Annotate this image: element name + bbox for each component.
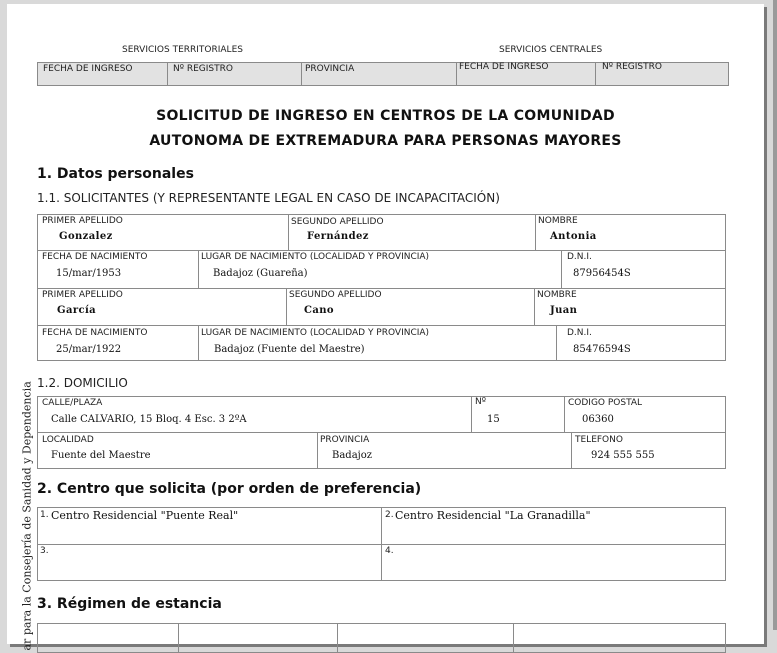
person2-segundo-apellido[interactable]: Cano xyxy=(304,305,334,316)
label-localidad: LOCALIDAD xyxy=(42,435,94,445)
domicilio-codigo-postal[interactable]: 06360 xyxy=(582,414,614,425)
label-segundo-apellido: SEGUNDO APELLIDO xyxy=(291,217,384,227)
regimen-box xyxy=(37,623,726,653)
person2-fecha-nacimiento[interactable]: 25/mar/1922 xyxy=(56,344,122,355)
document-title-line2: AUTONOMA DE EXTREMADURA PARA PERSONAS MAYORES xyxy=(149,133,622,149)
domicilio-calle[interactable]: Calle CALVARIO, 15 Bloq. 4 Esc. 3 2ºA xyxy=(51,414,247,425)
domicilio-numero[interactable]: 15 xyxy=(487,414,500,425)
label-calle: CALLE/PLAZA xyxy=(42,398,103,408)
reg-numero-1: Nº REGISTRO xyxy=(173,64,233,74)
reg-fecha-ingreso-1: FECHA DE INGRESO xyxy=(43,64,133,74)
reg-numero-2: Nº REGISTRO xyxy=(602,62,662,72)
centro4-number: 4. xyxy=(385,546,394,556)
domicilio-subheading: 1.2. DOMICILIO xyxy=(37,376,128,390)
section2-heading: 2. Centro que solicita (por orden de preferencia) xyxy=(37,481,422,497)
label-lugar-nacimiento-2: LUGAR DE NACIMIENTO (LOCALIDAD Y PROVINCIA) xyxy=(201,328,430,338)
document-title-line1: SOLICITUD DE INGRESO EN CENTROS DE LA COMUNIDAD xyxy=(156,108,615,124)
label-primer-apellido: PRIMER APELLIDO xyxy=(42,216,123,226)
label-provincia: PROVINCIA xyxy=(320,435,370,445)
person2-nombre[interactable]: Juan xyxy=(550,305,578,316)
label-numero: Nº xyxy=(475,397,486,407)
person1-fecha-nacimiento[interactable]: 15/mar/1953 xyxy=(56,268,122,279)
label-dni: D.N.I. xyxy=(567,252,592,262)
label-segundo-apellido-2: SEGUNDO APELLIDO xyxy=(289,290,382,300)
centro1-value[interactable]: Centro Residencial "Puente Real" xyxy=(51,509,239,522)
label-nombre: NOMBRE xyxy=(538,216,578,226)
person2-dni[interactable]: 85476594S xyxy=(573,344,631,355)
section1-heading: 1. Datos personales xyxy=(37,166,194,182)
label-nombre-2: NOMBRE xyxy=(537,290,577,300)
scrollbar[interactable] xyxy=(773,0,777,630)
centro3-number: 3. xyxy=(40,546,49,556)
reg-fecha-ingreso-2: FECHA DE INGRESO xyxy=(459,62,549,72)
territoriales-title: SERVICIOS TERRITORIALES xyxy=(122,45,243,55)
centro2-number: 2. xyxy=(385,510,394,520)
centro1-number: 1. xyxy=(40,510,49,520)
label-dni-2: D.N.I. xyxy=(567,328,592,338)
domicilio-telefono[interactable]: 924 555 555 xyxy=(591,450,655,461)
person2-primer-apellido[interactable]: García xyxy=(57,305,97,316)
label-telefono: TELEFONO xyxy=(575,435,623,445)
label-primer-apellido-2: PRIMER APELLIDO xyxy=(42,290,123,300)
person1-lugar-nacimiento[interactable]: Badajoz (Guareña) xyxy=(213,268,308,279)
domicilio-provincia[interactable]: Badajoz xyxy=(332,450,373,461)
side-vertical-text: ar para la Consejería de Sanidad y Dependencia xyxy=(20,381,34,651)
centro2-value[interactable]: Centro Residencial "La Granadilla" xyxy=(395,509,591,522)
centrales-title: SERVICIOS CENTRALES xyxy=(499,45,603,55)
section3-heading: 3. Régimen de estancia xyxy=(37,596,222,612)
domicilio-localidad[interactable]: Fuente del Maestre xyxy=(51,450,151,461)
person1-nombre[interactable]: Antonia xyxy=(550,231,597,242)
label-fecha-nacimiento-2: FECHA DE NACIMIENTO xyxy=(42,328,148,338)
label-fecha-nacimiento: FECHA DE NACIMIENTO xyxy=(42,252,148,262)
document-page xyxy=(7,4,764,651)
person1-primer-apellido[interactable]: Gonzalez xyxy=(59,231,113,242)
person1-segundo-apellido[interactable]: Fernández xyxy=(307,231,369,242)
person1-dni[interactable]: 87956454S xyxy=(573,268,631,279)
label-lugar-nacimiento: LUGAR DE NACIMIENTO (LOCALIDAD Y PROVINCIA) xyxy=(201,252,430,262)
person2-lugar-nacimiento[interactable]: Badajoz (Fuente del Maestre) xyxy=(214,344,365,355)
label-codigo-postal: CODIGO POSTAL xyxy=(568,398,643,408)
reg-provincia: PROVINCIA xyxy=(305,64,355,74)
section1-subheading: 1.1. SOLICITANTES (Y REPRESENTANTE LEGAL EN CASO DE INCAPACITACIÓN) xyxy=(37,191,500,205)
